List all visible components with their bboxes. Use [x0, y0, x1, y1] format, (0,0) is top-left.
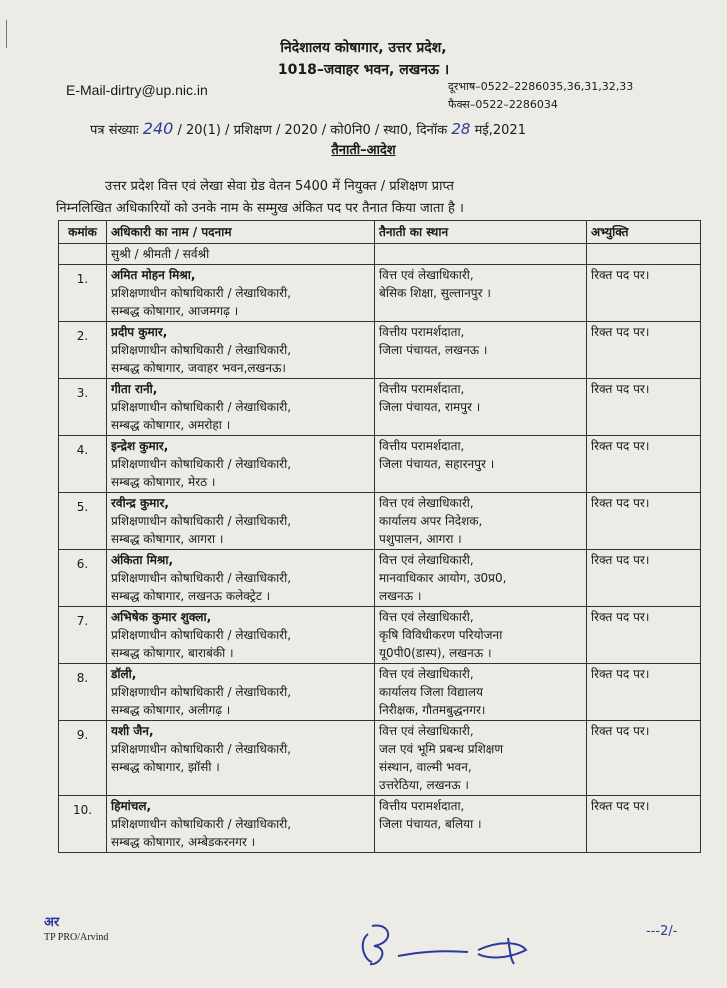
posting-cell [375, 322, 587, 379]
remark-cell: रिक्त पद पर। [587, 322, 701, 379]
reference-day-handwritten: 28 [451, 120, 471, 138]
serial-number: 3. [59, 379, 107, 436]
officer-designation: प्रशिक्षणाधीन कोषाधिकारी / लेखाधिकारी, [111, 571, 292, 585]
col-header-serial: कमांक [59, 221, 107, 244]
posting-line: वित्त एवं लेखाधिकारी, [379, 268, 474, 282]
officer-attached-treasury: सम्बद्ध कोषागार, अमरोहा । [111, 418, 231, 432]
initials-mark: अर [44, 915, 60, 930]
table-row [59, 550, 701, 607]
serial-number: 9. [59, 721, 107, 796]
office-address: 1018–जवाहर भवन, लखनऊ । [277, 62, 450, 78]
officer-name: अमित मोहन मिश्रा, [111, 268, 196, 282]
intro-line-1: उत्तर प्रदेश वित्त एवं लेखा सेवा ग्रेड वेतन 5400 में नियुक्त / प्रशिक्षण प्राप्त [105, 179, 454, 194]
posting-line: जिला पंचायत, लखनऊ । [379, 343, 488, 357]
serial-number: 2. [59, 322, 107, 379]
remark-cell: रिक्त पद पर। [587, 796, 701, 853]
remark-cell: रिक्त पद पर। [587, 664, 701, 721]
honorifics-label: सुश्री / श्रीमती / सर्वश्री [107, 244, 375, 265]
signature-image [350, 912, 550, 972]
posting-line: वित्तीय परामर्शदाता, [379, 325, 465, 339]
officer-cell [107, 550, 375, 607]
officer-name: हिमांचल, [111, 799, 152, 813]
phone-numbers: दूरभाष–0522–2286035,36,31,32,33 [448, 80, 634, 93]
officer-name: डॉली, [111, 667, 137, 681]
officer-designation: प्रशिक्षणाधीन कोषाधिकारी / लेखाधिकारी, [111, 286, 292, 300]
posting-line: जिला पंचायत, सहारनपुर । [379, 457, 495, 471]
posting-cell [375, 436, 587, 493]
officer-designation: प्रशिक्षणाधीन कोषाधिकारी / लेखाधिकारी, [111, 400, 292, 414]
posting-cell [375, 265, 587, 322]
officer-name: रवीन्द्र कुमार, [111, 496, 169, 510]
posting-line: कार्यालय जिला विद्यालय [379, 685, 483, 699]
serial-number: 10. [59, 796, 107, 853]
posting-line: पशुपालन, आगरा । [379, 532, 462, 546]
posting-cell [375, 493, 587, 550]
officer-attached-treasury: सम्बद्ध कोषागार, अलीगढ़ । [111, 703, 231, 717]
table-subheader-row [59, 244, 701, 265]
posting-line: वित्तीय परामर्शदाता, [379, 439, 465, 453]
table-row [59, 322, 701, 379]
officer-designation: प्रशिक्षणाधीन कोषाधिकारी / लेखाधिकारी, [111, 628, 292, 642]
posting-line: कृषि विविधीकरण परियोजना [379, 628, 503, 642]
officer-designation: प्रशिक्षणाधीन कोषाधिकारी / लेखाधिकारी, [111, 742, 292, 756]
officer-designation: प्रशिक्षणाधीन कोषाधिकारी / लेखाधिकारी, [111, 514, 292, 528]
posting-line: कार्यालय अपर निदेशक, [379, 514, 483, 528]
officer-attached-treasury: सम्बद्ध कोषागार, झॉसी । [111, 760, 220, 774]
officer-attached-treasury: सम्बद्ध कोषागार, लखनऊ कलेक्ट्रेट । [111, 589, 271, 603]
remark-cell: रिक्त पद पर। [587, 550, 701, 607]
posting-table [58, 220, 701, 853]
officer-designation: प्रशिक्षणाधीन कोषाधिकारी / लेखाधिकारी, [111, 685, 292, 699]
col-header-officer: अधिकारी का नाम / पदनाम [107, 221, 375, 244]
officer-name: अभिषेक कुमार शुक्ला, [111, 610, 212, 624]
posting-cell [375, 379, 587, 436]
posting-line: वित्तीय परामर्शदाता, [379, 382, 465, 396]
posting-line: वित्त एवं लेखाधिकारी, [379, 610, 474, 624]
serial-number: 7. [59, 607, 107, 664]
table-row [59, 436, 701, 493]
reference-middle: / 20(1) / प्रशिक्षण / 2020 / को0नि0 / स्था0, दिनॉक [177, 123, 452, 138]
posting-cell [375, 664, 587, 721]
officer-cell [107, 436, 375, 493]
posting-line: जिला पंचायत, रामपुर । [379, 400, 481, 414]
remark-cell: रिक्त पद पर। [587, 493, 701, 550]
remark-cell: रिक्त पद पर। [587, 607, 701, 664]
officer-name: गीता रानी, [111, 382, 158, 396]
posting-line: वित्त एवं लेखाधिकारी, [379, 667, 474, 681]
serial-number: 8. [59, 664, 107, 721]
posting-line: वित्त एवं लेखाधिकारी, [379, 553, 474, 567]
posting-cell [375, 721, 587, 796]
dealing-assistant: TP PRO/Arvind [44, 932, 109, 943]
officer-attached-treasury: सम्बद्ध कोषागार, जवाहर भवन,लखनऊ। [111, 361, 286, 375]
reference-line [90, 119, 526, 138]
officer-designation: प्रशिक्षणाधीन कोषाधिकारी / लेखाधिकारी, [111, 457, 292, 471]
office-name: निदेशालय कोषागार, उत्तर प्रदेश, [280, 40, 447, 56]
table-row [59, 796, 701, 853]
continuation-mark: ---2/- [646, 924, 678, 939]
officer-cell [107, 664, 375, 721]
col-header-remark: अभ्युक्ति [587, 221, 701, 244]
officer-attached-treasury: सम्बद्ध कोषागार, मेरठ । [111, 475, 216, 489]
officer-attached-treasury: सम्बद्ध कोषागार, आगरा । [111, 532, 224, 546]
remark-cell: रिक्त पद पर। [587, 265, 701, 322]
serial-number: 5. [59, 493, 107, 550]
officer-cell [107, 322, 375, 379]
table-header-row [59, 221, 701, 244]
order-title: तैनाती–आदेश [331, 143, 396, 158]
posting-cell [375, 550, 587, 607]
reference-prefix: पत्र संख्याः [90, 123, 139, 138]
posting-line: जिला पंचायत, बलिया । [379, 817, 482, 831]
posting-cell [375, 796, 587, 853]
reference-suffix: मई,2021 [474, 123, 526, 138]
intro-line-2: निम्नलिखित अधिकारियों को उनके नाम के सम्मुख अंकित पद पर तैनात किया जाता है । [56, 201, 464, 216]
officer-cell [107, 265, 375, 322]
officer-attached-treasury: सम्बद्ध कोषागार, अम्बेडकरनगर । [111, 835, 256, 849]
officer-name: प्रदीप कुमार, [111, 325, 168, 339]
officer-cell [107, 493, 375, 550]
posting-line: जल एवं भूमि प्रबन्ध प्रशिक्षण [379, 742, 504, 756]
officer-name: इन्द्रेश कुमार, [111, 439, 169, 453]
table-row [59, 379, 701, 436]
officer-designation: प्रशिक्षणाधीन कोषाधिकारी / लेखाधिकारी, [111, 817, 292, 831]
posting-line: उत्तरेठिया, लखनऊ । [379, 778, 469, 792]
posting-line: निरीक्षक, गौतमबुद्धनगर। [379, 703, 486, 717]
officer-cell [107, 607, 375, 664]
posting-line: संस्थान, वाल्मी भवन, [379, 760, 472, 774]
posting-line: यू0पी0(डास्प), लखनऊ । [379, 646, 492, 660]
table-row [59, 721, 701, 796]
remark-cell: रिक्त पद पर। [587, 721, 701, 796]
posting-line: मानवाधिकार आयोग, उ0प्र0, [379, 571, 507, 585]
email-address: E-Mail-dirtry@up.nic.in [66, 82, 208, 98]
fax-number: फैक्स–0522–2286034 [448, 98, 558, 111]
table-row [59, 664, 701, 721]
officer-cell [107, 379, 375, 436]
col-header-posting: तैनाती का स्थान [375, 221, 587, 244]
table-row [59, 265, 701, 322]
posting-line: लखनऊ । [379, 589, 422, 603]
posting-line: वित्त एवं लेखाधिकारी, [379, 496, 474, 510]
officer-cell [107, 721, 375, 796]
officer-attached-treasury: सम्बद्ध कोषागार, आजमगढ़ । [111, 304, 239, 318]
officer-cell [107, 796, 375, 853]
reference-number-handwritten: 240 [142, 119, 174, 138]
posting-line: वित्त एवं लेखाधिकारी, [379, 724, 474, 738]
remark-cell: रिक्त पद पर। [587, 379, 701, 436]
officer-name: यशी जैन, [111, 724, 154, 738]
officer-attached-treasury: सम्बद्ध कोषागार, बाराबंकी । [111, 646, 234, 660]
posting-line: वित्तीय परामर्शदाता, [379, 799, 465, 813]
remark-cell: रिक्त पद पर। [587, 436, 701, 493]
posting-line: बेसिक शिक्षा, सुल्तानपुर । [379, 286, 491, 300]
serial-number: 6. [59, 550, 107, 607]
officer-name: अंकिता मिश्रा, [111, 553, 174, 567]
serial-number: 1. [59, 265, 107, 322]
serial-number: 4. [59, 436, 107, 493]
officer-designation: प्रशिक्षणाधीन कोषाधिकारी / लेखाधिकारी, [111, 343, 292, 357]
posting-cell [375, 607, 587, 664]
table-row [59, 607, 701, 664]
table-row [59, 493, 701, 550]
